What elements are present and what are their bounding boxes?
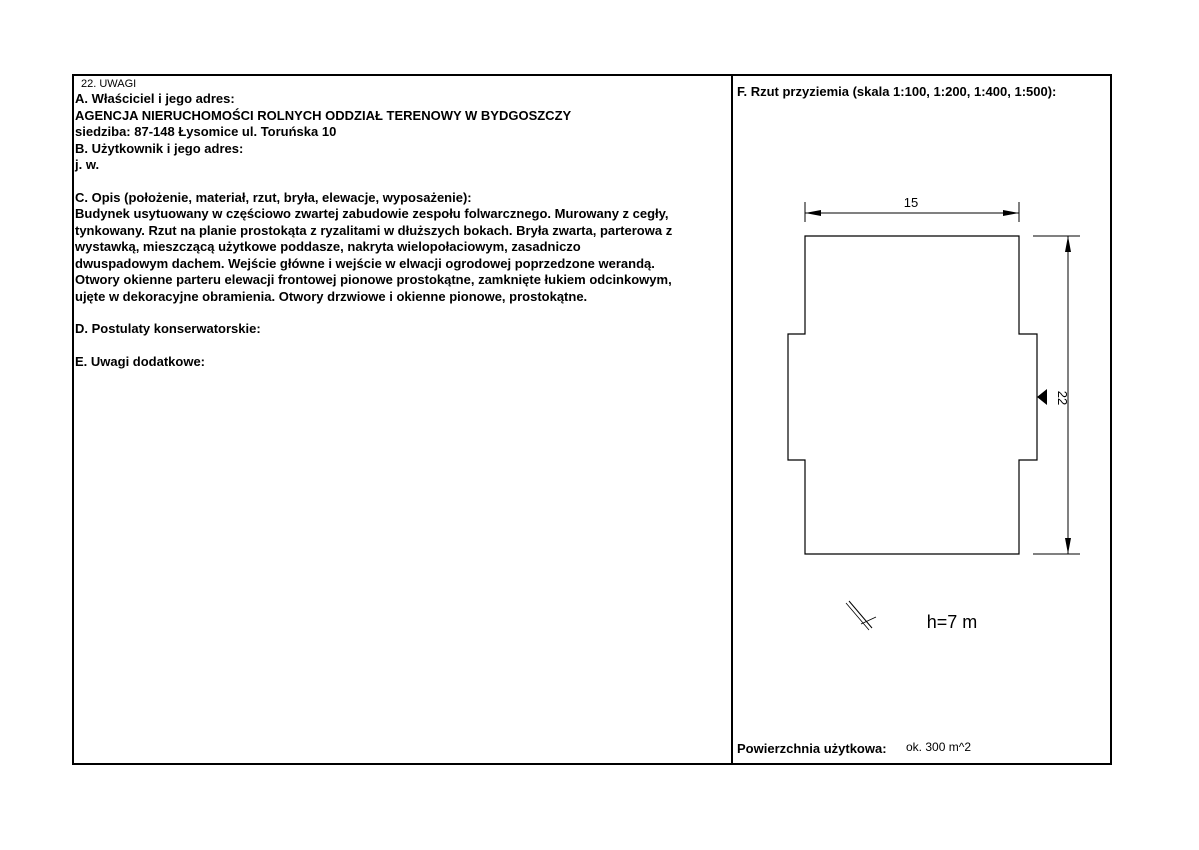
description-line: tynkowany. Rzut na planie prostokąta z ryzalitami w dłuższych bokach. Bryła zwarta, parterowa z [75, 222, 673, 238]
description-line: Otwory okienne parteru elewacji frontowej pionowe prostokątne, zamknięte łukiem odcinkowym, [75, 272, 672, 287]
description-line: ujęte w dekoracyjne obramienia. Otwory drzwiowe i okienne pionowe, prostokątne. [75, 288, 588, 304]
entrance-marker-icon [1037, 389, 1047, 405]
owner-name: AGENCJA NIERUCHOMOŚCI ROLNYCH ODDZIAŁ TERENOWY W BYDGOSZCZY [75, 107, 572, 123]
floor-plan-drawing [733, 76, 1110, 763]
description-line: dwuspadowym dachem. Wejście główne i wejście w elwacji ogrodowej poprzedzone werandą. [75, 255, 655, 271]
dimension-arrow [805, 210, 821, 216]
user-label: B. Użytkownik i jego adres: [75, 140, 244, 156]
section-number: 22. UWAGI [81, 78, 137, 90]
description-line: wystawką, mieszczącą użytkowe poddasze, nakryta wielopołaciowym, zasadniczo [75, 239, 581, 254]
dimension-arrow [1003, 210, 1019, 216]
dimension-arrow [1065, 236, 1071, 252]
usable-area-label: Powierzchnia użytkowa: [737, 741, 887, 756]
user-value: j. w. [75, 157, 100, 172]
description-line: Budynek usytuowany w częściowo zwartej zabudowie zespołu folwarcznego. Murowany z cegły, [75, 206, 669, 221]
height-note: h=7 m [926, 612, 978, 632]
remarks-section [75, 78, 727, 370]
description-label: C. Opis (położenie, materiał, rzut, bryła, elewacje, wyposażenie): [75, 189, 472, 205]
north-arrow-icon [846, 601, 876, 630]
width-dimension-label: 15 [903, 195, 919, 210]
usable-area-value: ok. 300 m^2 [906, 740, 971, 754]
conservation-label: D. Postulaty konserwatorskie: [75, 321, 261, 336]
additional-remarks-label: E. Uwagi dodatkowe: [75, 353, 206, 369]
plan-title: F. Rzut przyziemia (skala 1:100, 1:200, 1:400, 1:500): [737, 84, 1057, 99]
dimension-arrow [1065, 538, 1071, 554]
length-dimension-label: 22 [1055, 390, 1070, 406]
building-outline [788, 236, 1037, 554]
owner-label: A. Właściciel i jego adres: [75, 91, 235, 106]
owner-address: siedziba: 87-148 Łysomice ul. Toruńska 10 [75, 124, 337, 139]
